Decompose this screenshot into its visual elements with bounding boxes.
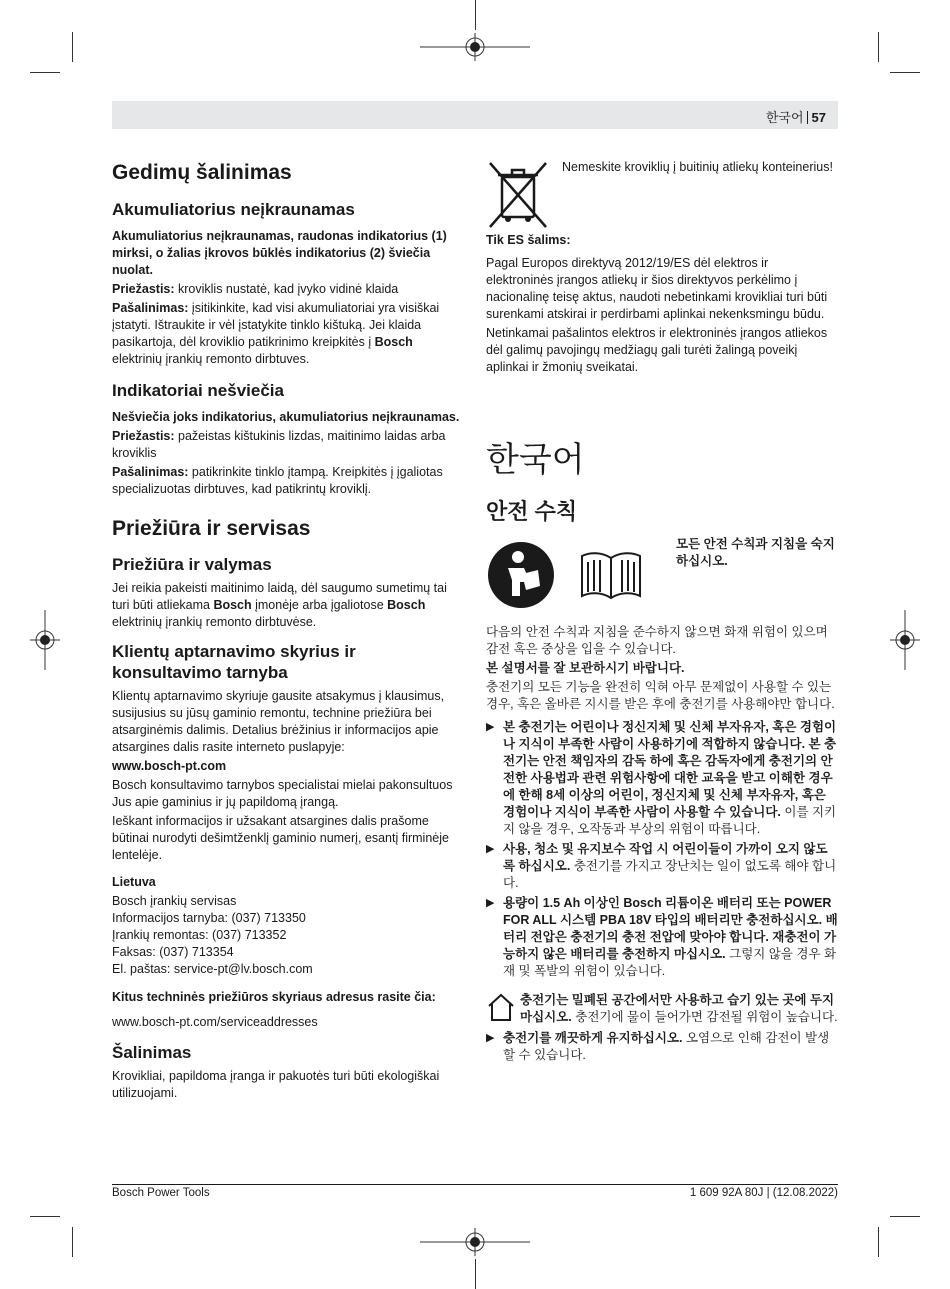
heading-prieziura: Priežiūra ir servisas [112, 517, 311, 540]
registration-mark-icon [30, 610, 60, 670]
bullet-item: ▶ 용량이 1.5 Ah 이상인 Bosch 리튬이온 배터리 또는 POWER FOR ALL 시스템 PBA 18V 타입의 배터리만 충전하십시오. 배터리 전압은 충전기의 충전 전압에 맞아야 합니다. 재충전이 가능하지 않은 배터리를 충전하지 마십시오. 그렇지 않을 경우 화재 및 폭발의 위험이 있습니다. [486, 896, 838, 978]
website-link[interactable]: www.bosch-pt.com [112, 759, 227, 773]
crop-mark [475, 0, 476, 30]
address-line: Bosch įrankių servisas [112, 894, 237, 908]
paragraph: Bosch konsultavimo tarnybos specialistai mielai pakonsultuos Jus apie gaminius ir jų papildomą įrangą. [112, 778, 453, 809]
house-warning: 충전기는 밀폐된 공간에서만 사용하고 습기 있는 곳에 두지 마십시오. 충전기에 물이 들어가면 감전될 위험이 높습니다. [486, 992, 838, 1026]
paragraph: Jei reikia pakeisti maitinimo laidą, dėl saugumo sumetimų tai turi būti atliekama Bosch įmonėje arba įgaliotose Bosch elektrinių įrankių remonto dirbtuvėse. [112, 581, 447, 629]
page-number: 57 [811, 110, 826, 125]
address-line: Informacijos tarnyba: (037) 713350 [112, 911, 306, 925]
paragraph: Pašalinimas: įsitikinkite, kad visi akumuliatoriai yra visiškai įstatyti. Ištraukite ir vėl įstatykite tinklo kištuką. Jei klaida pasikartoja, dėl kroviklio patikrinimo kreipkitės į Bosch elektrinių įrankių remonto dirbtuves. [112, 301, 440, 366]
footer-left: Bosch Power Tools [112, 1187, 210, 1199]
address-line: Įrankių remontas: (037) 713352 [112, 928, 287, 942]
subheading-indikatoriai: Indikatoriai nešviečia [112, 381, 284, 400]
paragraph: Pagal Europos direktyvą 2012/19/ES dėl elektros ir elektroninės įrangos atliekų ir šios direktyvos perkėlimo į nacionalinę teisę aktus, naudoti nebetinkami krovikliai turi būti surenkami atskirai ir perdirbami aplinkai nekenksmingu būdu. [486, 256, 828, 321]
service-link[interactable]: www.bosch-pt.com/serviceaddresses [112, 1015, 318, 1029]
crop-mark [890, 72, 920, 73]
paragraph: Klientų aptarnavimo skyriuje gausite atsakymus į klausimus, susijusius su jūsų gaminio remontu, technine priežiūra bei atsarginėmis dalimis. Detalius brėžinius ir informacijos apie atsargines dalis rasite interneto puslapyje: [112, 689, 445, 754]
paragraph: Kitus techninės priežiūros skyriaus adresus rasite čia: [112, 990, 436, 1004]
address-line: Faksas: (037) 713354 [112, 945, 234, 959]
eu-label: Tik ES šalims: [486, 233, 571, 247]
crop-mark [30, 72, 60, 73]
weee-text: Nemeskite kroviklių į buitinių atliekų konteinerius! [562, 160, 833, 174]
subheading-akumuliatorius: Akumuliatorius neįkraunamas [112, 200, 355, 219]
house-icon [486, 992, 516, 1022]
safety-warning: 모든 안전 수칙과 지침을 숙지하십시오. [676, 537, 835, 568]
bullet-item: ▶ 사용, 청소 및 유지보수 작업 시 어린이들이 가까이 오지 않도록 하십시오. 충전기를 가지고 장난치는 일이 없도록 해야 합니다. [486, 842, 837, 890]
keep-manual-notice: 본 설명서를 잘 보관하시기 바랍니다. [486, 661, 685, 675]
subheading-valymas: Priežiūra ir valymas [112, 555, 272, 574]
bullet-item: ▶ 본 충전기는 어린이나 정신지체 및 신체 부자유자, 혹은 경험이나 지식이 부족한 사람이 사용하기에 적합하지 않습니다. 본 충전기는 안전 책임자의 감독 하에 혹은 감독자에게 충전기의 안전한 사용법과 관련 위험사항에 대한 교육을 받고 이해한 경우에 한해 8세 이상의 어린이, 정신지체 및 신체 부자유자, 혹은 경험이나 지식이 부족한 사람이 사용할 수 있습니다. 이를 지키지 않을 경우, 오작동과 부상의 위험이 따릅니다. [486, 720, 837, 836]
left-column [112, 160, 464, 1104]
paragraph: Netinkamai pašalintos elektros ir elektroninės įrangos atliekos dėl galimų pavojingų medžiagų gali turėti žalingą poveikį aplinkai ir žmonių sveikatai. [486, 326, 828, 374]
section-name: 한국어 [765, 110, 804, 125]
open-book-icon [578, 548, 644, 604]
paragraph: Akumuliatorius neįkraunamas, raudonas indikatorius (1) mirksi, o žalias įkrovos būklės indikatorius (2) šviečia nuolat. [112, 229, 447, 277]
crop-mark [30, 1216, 60, 1217]
read-manual-icon [486, 540, 556, 610]
paragraph: Ieškant informacijos ir užsakant atsargines dalis prašome būtinai nurodyti dešimtženklį gaminio numerį, esantį firminėje lentelėje. [112, 814, 449, 862]
registration-mark-icon [890, 610, 920, 670]
korean-safety-heading: 안전 수칙 [486, 499, 578, 524]
paragraph: Priežastis: kroviklis nustatė, kad įvyko vidinė klaida [112, 282, 399, 296]
korean-title: 한국어 [486, 441, 585, 479]
right-column [486, 159, 838, 1067]
subheading-klientu: Klientų aptarnavimo skyrius ir konsultavimo tarnyba [112, 642, 356, 682]
registration-mark-icon [420, 33, 530, 61]
email-line: El. paštas: service-pt@lv.bosch.com [112, 962, 313, 976]
address-block [112, 893, 464, 978]
paragraph: Pašalinimas: patikrinkite tinklo įtampą. Kreipkitės į įgaliotas specializuotas dirbtuves, kad patikrintų kroviklį. [112, 465, 443, 496]
crop-mark [475, 1259, 476, 1289]
crop-mark [878, 32, 879, 62]
heading-gedimu: Gedimų šalinimas [112, 161, 292, 184]
footer-rule [112, 1184, 838, 1185]
footer-right: 1 609 92A 80J | (12.08.2022) [689, 1187, 838, 1199]
page-header [112, 101, 838, 129]
registration-mark-icon [420, 1228, 530, 1256]
paragraph: Nešviečia joks indikatorius, akumuliatorius neįkraunamas. [112, 410, 460, 424]
crop-mark [72, 32, 73, 62]
country-label: Lietuva [112, 875, 156, 889]
crop-mark [890, 1216, 920, 1217]
page-number-area [766, 107, 826, 126]
crop-mark [878, 1227, 879, 1257]
safety-warning-text: 다음의 안전 수칙과 지침을 준수하지 않으면 화재 위험이 있으며 감전 혹은 중상을 입을 수 있습니다. [486, 625, 828, 656]
crop-mark [72, 1227, 73, 1257]
bullet-item: ▶ 충전기를 깨끗하게 유지하십시오. 오염으로 인해 감전이 발생할 수 있습니다. [486, 1031, 830, 1062]
subheading-salinimas: Šalinimas [112, 1043, 192, 1062]
paragraph: 충전기의 모든 기능을 완전히 익혀 아무 문제없이 사용할 수 있는 경우, 혹은 올바른 지시를 받은 후에 충전기를 사용해야만 합니다. [486, 680, 835, 711]
paragraph: Priežastis: pažeistas kištukinis lizdas, maitinimo laidas arba kroviklis [112, 429, 446, 460]
paragraph: Krovikliai, papildoma įranga ir pakuotės turi būti ekologiškai utilizuojami. [112, 1069, 440, 1100]
